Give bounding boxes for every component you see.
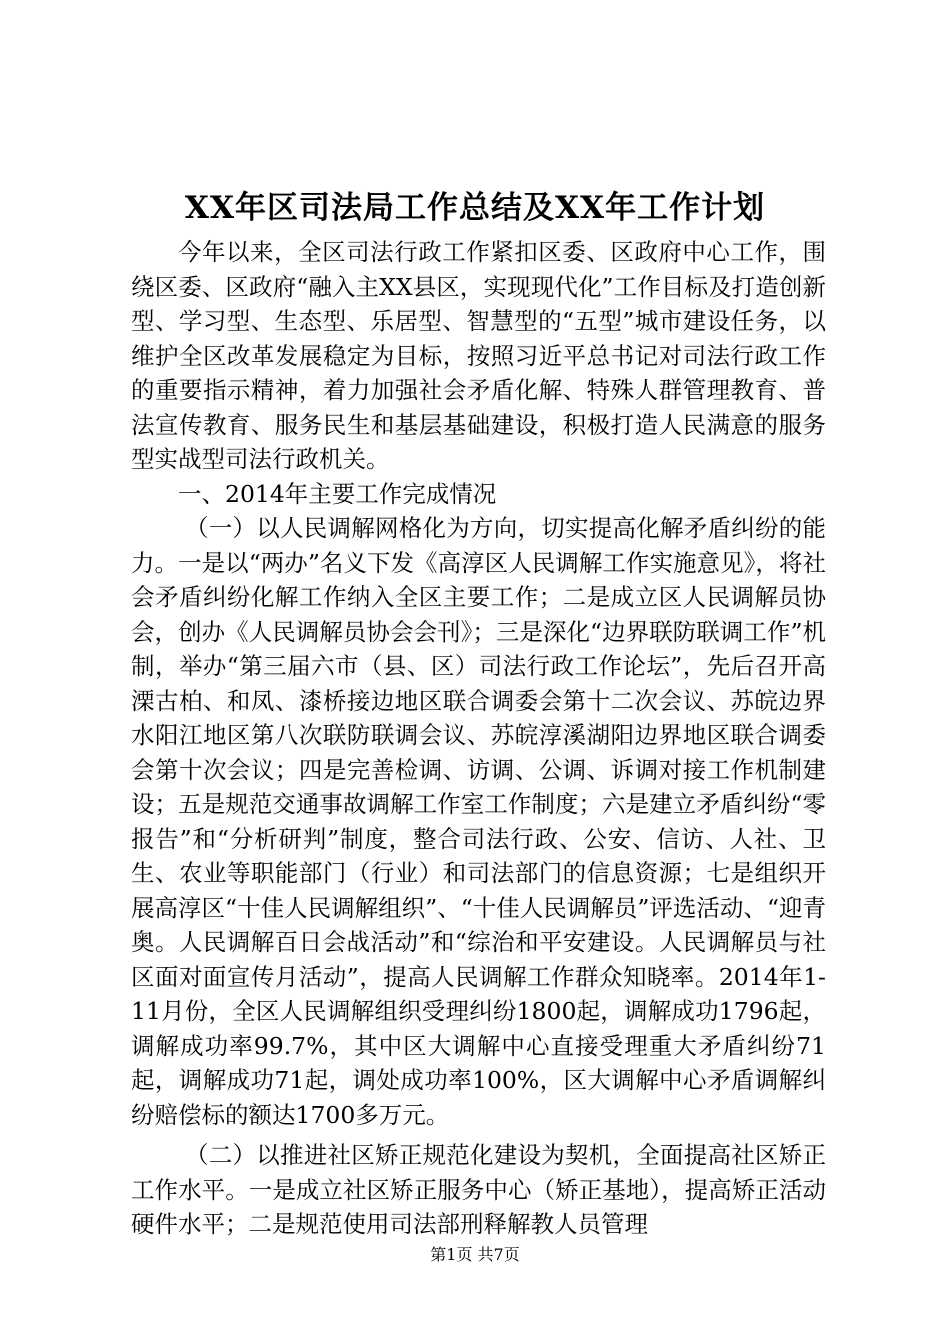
page-footer: 第1页 共7页	[430, 1245, 520, 1264]
document-title: XX年区司法局工作总结及XX年工作计划	[184, 190, 766, 226]
intro-paragraph: 今年以来，全区司法行政工作紧扣区委、区政府中心工作，围绕区委、区政府“融入主XX县区，实现现代化”工作目标及打造创新型、学习型、生态型、乐居型、智慧型的“五型”城市建设任务，以维护全区改革发展稳定为目标，按照习近平总书记对司法行政工作的重要指示精神，着力加强社会矛盾化解、特殊人群管理教育、普法宣传教育、服务民生和基层基础建设，积极打造人民满意的服务型实战型司法行政机关。	[131, 238, 826, 473]
document-body	[131, 235, 826, 1242]
section-heading: 一、2014年主要工作完成情况	[178, 479, 497, 508]
subsection-paragraph-2: （二）以推进社区矫正规范化建设为契机，全面提高社区矫正工作水平。一是成立社区矫正服务中心（矫正基地），提高矫正活动硬件水平；二是规范使用司法部刑释解教人员管理	[131, 1141, 826, 1238]
subsection-paragraph-1: （一）以人民调解网格化为方向，切实提高化解矛盾纠纷的能力。一是以“两办”名义下发《高淳区人民调解工作实施意见》，将社会矛盾纠纷化解工作纳入全区主要工作；二是成立区人民调解员协会，创办《人民调解员协会会刊》；三是深化“边界联防联调工作”机制，举办“第三届六市（县、区）司法行政工作论坛”，先后召开高溧古柏、和凤、漆桥接边地区联合调委会第十二次会议、苏皖边界水阳江地区第八次联防联调会议、苏皖淳溪湖阳边界地区联合调委会第十次会议；四是完善检调、访调、公调、诉调对接工作机制建设；五是规范交通事故调解工作室工作制度；六是建立矛盾纠纷“零报告”和“分析研判”制度，整合司法行政、公安、信访、人社、卫生、农业等职能部门（行业）和司法部门的信息资源；七是组织开展高淳区“十佳人民调解组织”、“十佳人民调解员”评选活动、“迎青奥。人民调解百日会战活动”和“综治和平安建设。人民调解员与社区面对面宣传月活动”，提高人民调解工作群众知晓率。2014年1-11月份，全区人民调解组织受理纠纷1800起，调解成功1796起，调解成功率99.7%，其中区大调解中心直接受理重大矛盾纠纷71起，调解成功71起，调处成功率100%，区大调解中心矛盾调解纠纷赔偿标的额达1700多万元。	[131, 514, 826, 1129]
